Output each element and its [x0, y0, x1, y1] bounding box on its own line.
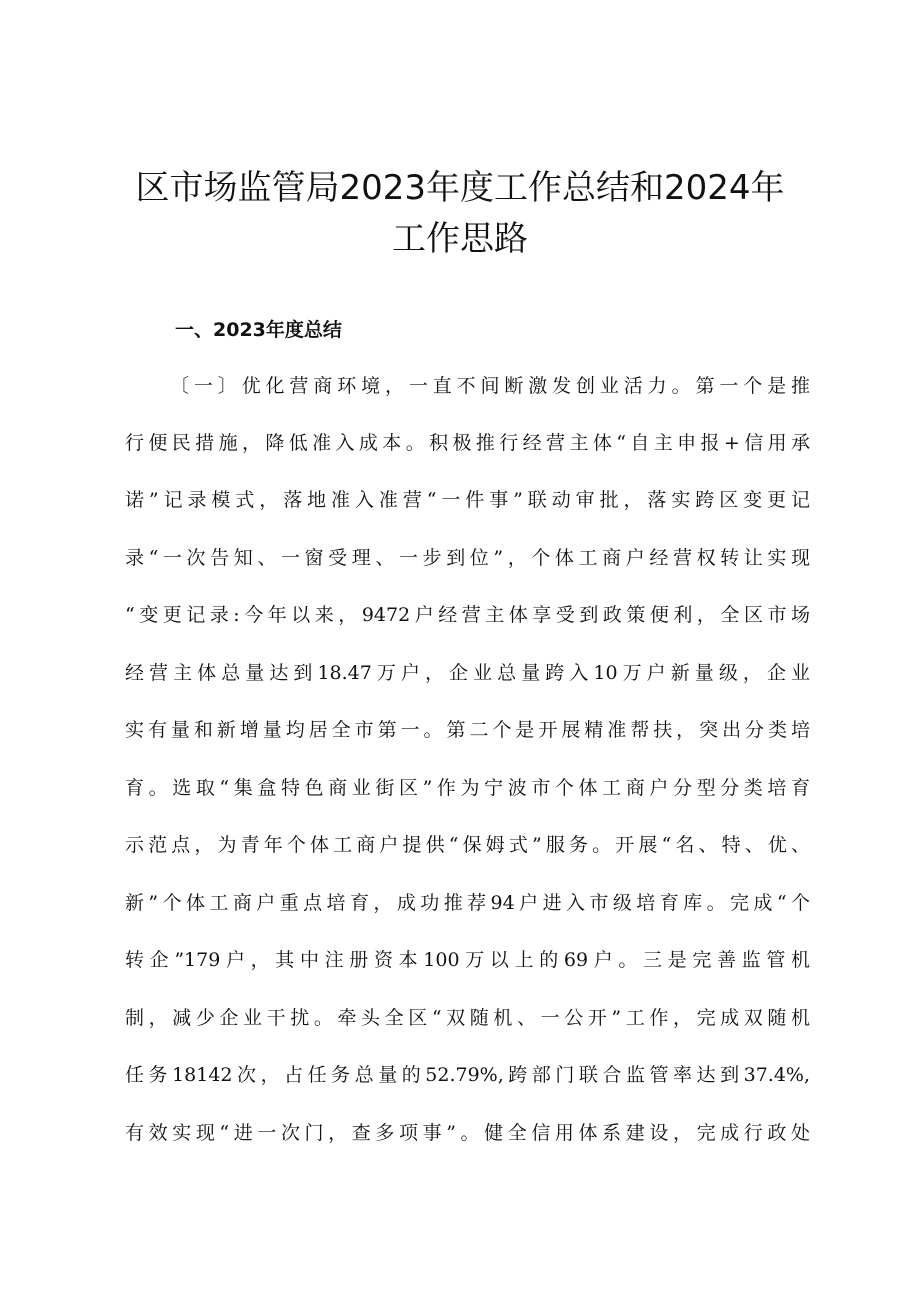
body-line: 经营主体总量达到18.47万户，企业总量跨入10万户新量级，企业 [125, 662, 810, 684]
document-title-line-1: 区市场监管局2023年度工作总结和2024年 [135, 168, 785, 208]
document-title-line-2: 工作思路 [392, 219, 528, 259]
body-line: 新”个体工商户重点培育，成功推荐94户进入市级培育库。完成“个 [125, 892, 810, 914]
body-line: 育。选取“集盒特色商业街区”作为宁波市个体工商户分型分类培育 [125, 777, 810, 799]
body-line: 有效实现“进一次门，查多项事”。健全信用体系建设，完成行政处 [125, 1122, 810, 1144]
body-line: “变更记录:今年以来，9472户经营主体享受到政策便利，全区市场 [125, 604, 810, 626]
body-line: 实有量和新增量均居全市第一。第二个是开展精准帮扶，突出分类培 [125, 719, 810, 741]
body-line: 〔一〕优化营商环境，一直不间断激发创业活力。第一个是推 [170, 375, 810, 397]
body-line: 录“一次告知、一窗受理、一步到位”，个体工商户经营权转让实现 [125, 547, 810, 569]
body-line: 诺”记录模式，落地准入准营“一件事”联动审批，落实跨区变更记 [125, 489, 810, 511]
body-line: 示范点，为青年个体工商户提供“保姆式”服务。开展“名、特、优、 [125, 834, 810, 856]
body-line: 转企”179户，其中注册资本100万以上的69户。三是完善监管机 [125, 949, 810, 971]
section-heading: 一、2023年度总结 [175, 319, 342, 341]
body-line: 制，减少企业干扰。牵头全区“双随机、一公开”工作，完成双随机 [125, 1007, 810, 1029]
body-line: 行便民措施，降低准入成本。积极推行经营主体“自主申报+信用承 [125, 432, 810, 454]
body-line: 任务18142次，占任务总量的52.79%,跨部门联合监管率达到37.4%, [125, 1064, 810, 1086]
